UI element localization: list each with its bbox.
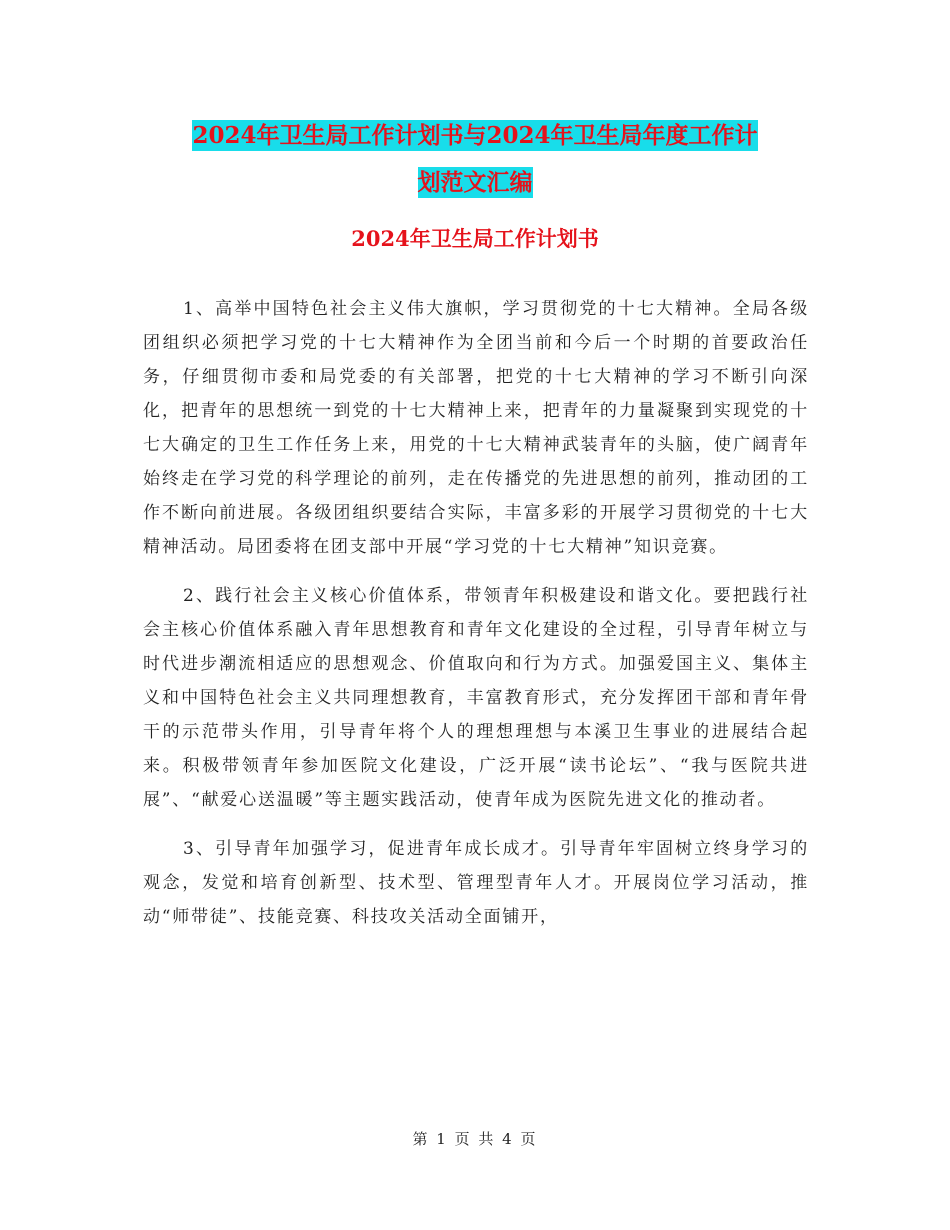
document-title: [0, 112, 950, 206]
document-body: [143, 292, 809, 949]
paragraph-2: 2、践行社会主义核心价值体系，带领青年积极建设和谐文化。要把践行社会主核心价值体系融入青年思想教育和青年文化建设的全过程，引导青年树立与时代进步潮流相适应的思想观念、价值取向和行为方式。加强爱国主义、集体主义和中国特色社会主义共同理想教育，丰富教育形式，充分发挥团干部和青年骨干的示范带头作用，引导青年将个人的理想理想与本溪卫生事业的进展结合起来。积极带领青年参加医院文化建设，广泛开展“读书论坛”、“我与医院共进展”、“献爱心送温暖”等主题实践活动，使青年成为医院先进文化的推动者。: [143, 586, 809, 810]
document-title-line-2: 划范文汇编: [417, 169, 533, 196]
paragraph-3: 3、引导青年加强学习，促进青年成长成才。引导青年牢固树立终身学习的观念，发觉和培育创新型、技术型、管理型青年人才。开展岗位学习活动，推动“师带徒”、技能竞赛、科技攻关活动全面铺开，: [143, 839, 809, 927]
page-number-footer: 第 1 页 共 4 页: [412, 1130, 538, 1148]
paragraph-1: 1、高举中国特色社会主义伟大旗帜，学习贯彻党的十七大精神。全局各级团组织必须把学习党的十七大精神作为全团当前和今后一个时期的首要政治任务，仔细贯彻市委和局党委的有关部署，把党的十七大精神的学习不断引向深化，把青年的思想统一到党的十七大精神上来，把青年的力量凝聚到实现党的十七大确定的卫生工作任务上来，用党的十七大精神武装青年的头脑，使广阔青年始终走在学习党的科学理论的前列，走在传播党的先进思想的前列，推动团的工作不断向前进展。各级团组织要结合实际，丰富多彩的开展学习贯彻党的十七大精神活动。局团委将在团支部中开展“学习党的十七大精神”知识竞赛。: [143, 299, 809, 557]
document-title-line-1: 2024年卫生局工作计划书与2024年卫生局年度工作计: [192, 122, 758, 149]
section-title: 2024年卫生局工作计划书: [351, 226, 599, 251]
